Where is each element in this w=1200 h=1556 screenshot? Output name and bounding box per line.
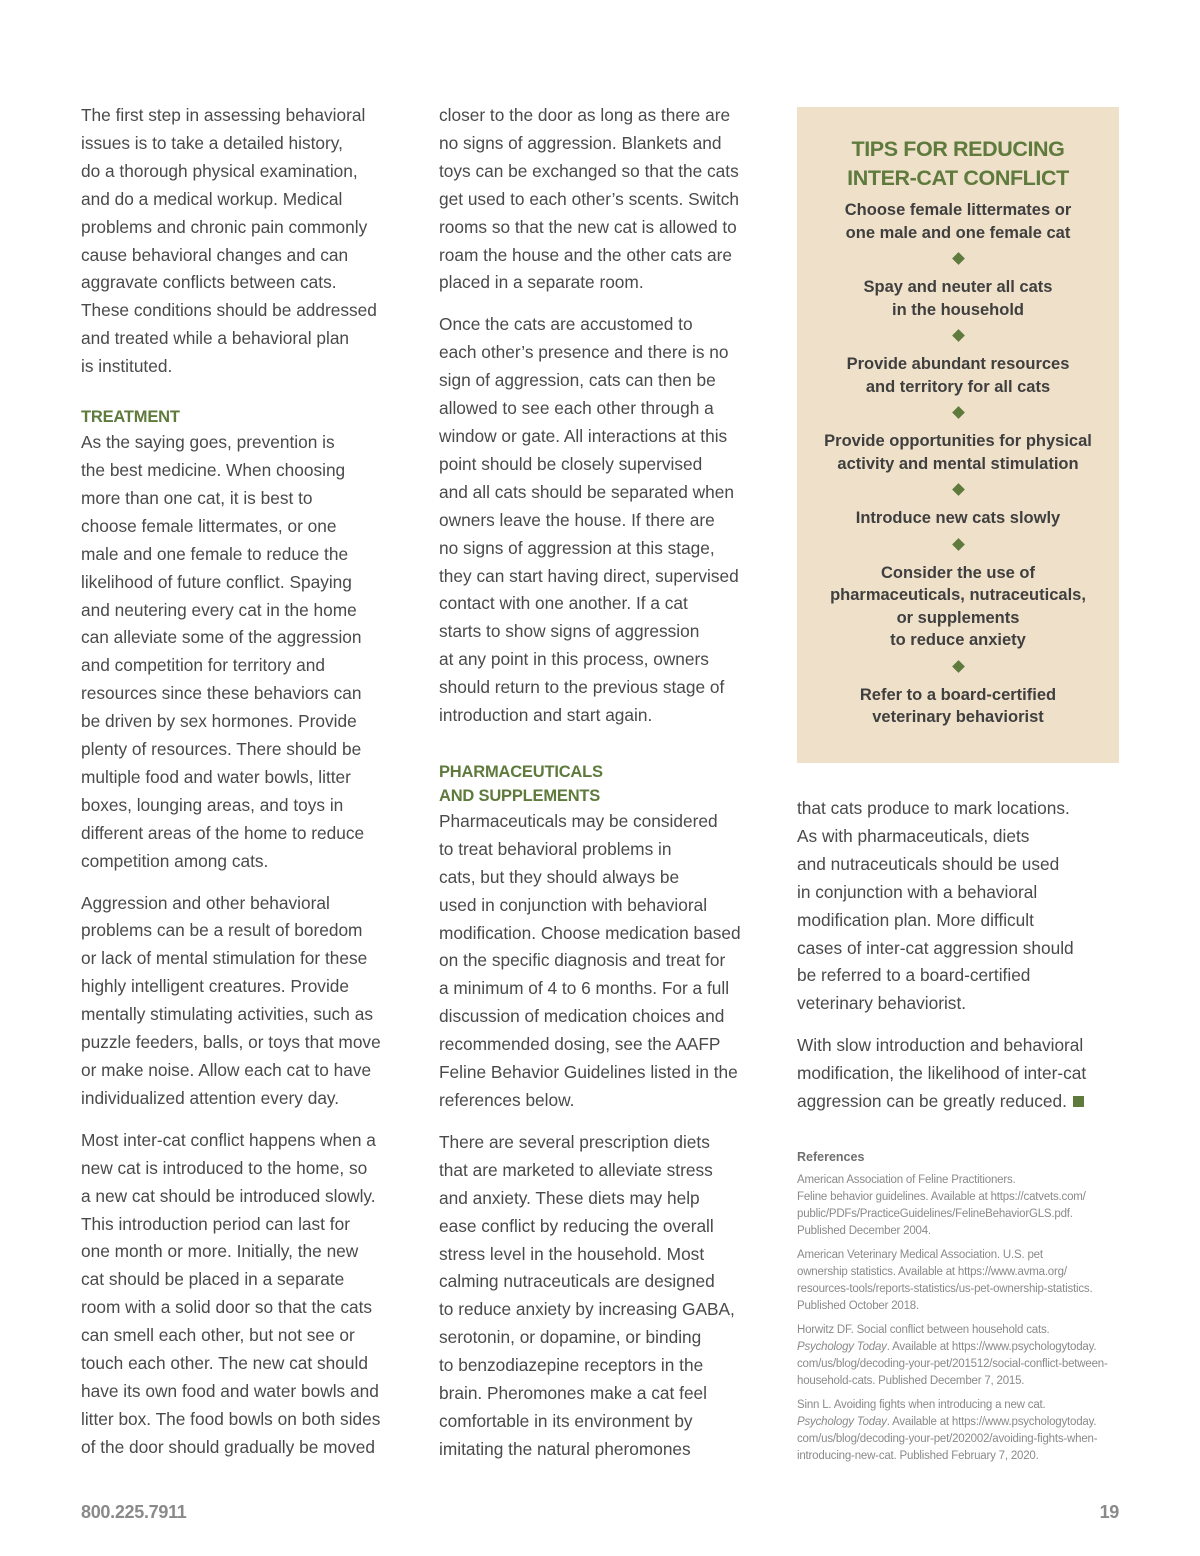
text-line: and competition for territory and — [81, 655, 325, 676]
text-line: is instituted. — [81, 356, 173, 377]
text-line: and neutering every cat in the home — [81, 599, 357, 620]
text-line: different areas of the home to reduce — [81, 822, 365, 843]
text-line: Once the cats are accustomed to — [439, 314, 693, 335]
tip-line: to reduce anxiety — [890, 631, 1026, 649]
text-line: a minimum of 4 to 6 months. For a full — [439, 978, 730, 999]
text-line: issues is to take a detailed history, — [81, 132, 343, 153]
text-line: These conditions should be addressed — [81, 300, 377, 321]
text-line: can smell each other, but not see or — [81, 1325, 355, 1346]
text-line: Pharmaceuticals may be considered — [439, 810, 718, 831]
text-line: on the specific diagnosis and treat for — [439, 950, 726, 971]
text-line: Feline Behavior Guidelines listed in the — [439, 1062, 738, 1083]
text-line: in conjunction with a behavioral — [797, 881, 1038, 902]
text-line: at any point in this process, owners — [439, 649, 709, 670]
text-line: and treated while a behavioral plan — [81, 328, 350, 349]
text-line: rooms so that the new cat is allowed to — [439, 216, 737, 237]
reference-line-rest: . Available at https://www.psychologytoday. — [886, 1415, 1097, 1428]
diamond-bullet-icon — [952, 329, 965, 342]
text-line: used in conjunction with behavioral — [439, 894, 708, 915]
text-line: more than one cat, it is best to — [81, 487, 313, 508]
text-line: resources-tools/reports-statistics/us-pet-ownership-statistics. — [797, 1282, 1093, 1295]
footer-phone-number: 800.225.7911 — [81, 1502, 187, 1522]
text-line: modification. Choose medication based — [439, 922, 741, 943]
text-line: AND SUPPLEMENTS — [439, 786, 601, 805]
tip-line: and territory for all cats — [865, 377, 1051, 396]
text-line: closer to the door as long as there are — [439, 105, 731, 125]
text-line: calming nutraceuticals are designed — [439, 1271, 715, 1292]
text-line: be referred to a board-certified — [797, 965, 1031, 986]
text-line: and all cats should be separated when — [439, 481, 734, 502]
text-line: placed in a separate room. — [439, 272, 644, 293]
text-line: introduction and start again. — [439, 705, 653, 726]
text-line: boxes, lounging areas, and toys in — [81, 794, 344, 815]
text-line: cat should be placed in a separate — [81, 1269, 345, 1290]
text-line: no signs of aggression. Blankets and — [439, 132, 722, 153]
text-line: This introduction period can last for — [81, 1213, 350, 1234]
text-line: brain. Pheromones make a cat feel — [439, 1383, 708, 1404]
text-line: Feline behavior guidelines. Available at https://catvets.com/ — [797, 1190, 1086, 1203]
conclusion-line: With slow introduction and behavioral — [797, 1035, 1084, 1056]
tip-item — [797, 276, 1119, 321]
text-line: each other’s presence and there is no — [439, 342, 729, 363]
text-line: stress level in the household. Most — [439, 1243, 705, 1264]
text-line: modification plan. More difficult — [797, 909, 1034, 930]
conclusion-paragraph-1 — [797, 795, 1119, 1018]
tip-item — [797, 353, 1119, 398]
text-line: references below. — [439, 1090, 575, 1110]
text-line: TIPS FOR REDUCING — [851, 137, 1065, 161]
page-number: 19 — [1099, 1502, 1119, 1522]
tip-line: or supplements — [896, 608, 1020, 627]
text-line: resources since these behaviors can — [81, 683, 362, 704]
text-line: and nutraceuticals should be used — [797, 853, 1060, 874]
text-line: litter box. The food bowls on both sides — [81, 1408, 381, 1429]
text-line: can alleviate some of the aggression — [81, 627, 362, 648]
text-line: American Veterinary Medical Association. U.S. pet — [797, 1248, 1043, 1261]
text-line: to treat behavioral problems in — [439, 838, 672, 859]
treatment-paragraph-3 — [81, 1127, 411, 1462]
tip-item — [797, 430, 1119, 475]
reference-4 — [797, 1397, 1119, 1465]
text-line: touch each other. The new cat should — [81, 1353, 368, 1374]
tip-line: pharmaceuticals, nutraceuticals, — [830, 586, 1086, 604]
reference-line: Sinn L. Avoiding fights when introducing a new cat. — [797, 1398, 1046, 1411]
column-1 — [81, 102, 411, 1476]
conclusion-line: modification, the likelihood of inter-cat — [797, 1063, 1087, 1084]
text-line: cats, but they should always be — [439, 866, 680, 887]
introduction-paragraph-2 — [439, 311, 769, 730]
reference-1 — [797, 1172, 1119, 1240]
text-line: or lack of mental stimulation for these — [81, 948, 368, 969]
tip-item — [797, 507, 1119, 530]
references-heading: References — [797, 1149, 865, 1164]
text-line: likelihood of future conflict. Spaying — [81, 571, 352, 592]
pharmaceuticals-paragraph-2 — [439, 1129, 769, 1464]
text-line: room with a solid door so that the cats — [81, 1297, 373, 1318]
reference-line: com/us/blog/decoding-your-pet/201512/social-conflict-between- — [797, 1357, 1108, 1370]
text-line: aggravate conflicts between cats. — [81, 272, 337, 293]
text-line: Aggression and other behavioral — [81, 892, 330, 913]
text-line: toys can be exchanged so that the cats — [439, 160, 739, 181]
text-line: The first step in assessing behavioral — [81, 105, 366, 125]
tip-line: Provide opportunities for physical — [824, 432, 1092, 450]
treatment-paragraph-1 — [81, 429, 411, 876]
text-line: and anxiety. These diets may help — [439, 1187, 700, 1208]
text-line: point should be closely supervised — [439, 453, 703, 474]
text-line: PHARMACEUTICALS — [439, 762, 603, 781]
treatment-paragraph-2 — [81, 890, 411, 1113]
conclusion-text — [797, 795, 1119, 1116]
text-line: There are several prescription diets — [439, 1131, 710, 1152]
text-line: that cats produce to mark locations. — [797, 798, 1070, 818]
tips-title — [797, 135, 1119, 193]
text-line: and do a medical workup. Medical — [81, 188, 343, 209]
text-line: ownership statistics. Available at https://www.avma.org/ — [797, 1265, 1067, 1278]
reference-2 — [797, 1247, 1119, 1315]
tip-line: Consider the use of — [880, 563, 1036, 582]
text-line: or make noise. Allow each cat to have — [81, 1060, 372, 1080]
conclusion-paragraph-2 — [797, 1032, 1119, 1116]
conclusion-line-text: aggression can be greatly reduced. — [797, 1091, 1067, 1112]
text-line: owners leave the house. If there are — [439, 509, 715, 530]
text-line: no signs of aggression at this stage, — [439, 537, 715, 558]
treatment-heading-text: TREATMENT — [81, 408, 180, 427]
text-line: recommended dosing, see the AAFP — [439, 1034, 721, 1055]
text-line: roam the house and the other cats are — [439, 244, 733, 265]
tip-line: Spay and neuter all cats — [863, 278, 1053, 296]
text-line: multiple food and water bowls, litter — [81, 766, 351, 787]
text-line: to benzodiazepine receptors in the — [439, 1355, 704, 1376]
text-line: do a thorough physical examination, — [81, 160, 358, 181]
text-line: new cat is introduced to the home, so — [81, 1157, 368, 1178]
text-line: cases of inter-cat aggression should — [797, 937, 1074, 958]
text-line: Published October 2018. — [797, 1299, 919, 1312]
journal-name: Psychology Today — [797, 1415, 887, 1428]
reference-line — [797, 1339, 1119, 1356]
tip-item — [797, 199, 1119, 244]
tip-line: one male and one female cat — [845, 223, 1071, 242]
introduction-paragraph-1 — [439, 102, 769, 297]
text-line: the best medicine. When choosing — [81, 459, 346, 480]
reference-line: introducing-new-cat. Published February 7, 2020. — [797, 1449, 1039, 1462]
tip-item — [797, 562, 1119, 652]
text-line: allowed to see each other through a — [439, 398, 714, 419]
treatment-heading — [81, 405, 411, 429]
reference-line — [797, 1414, 1119, 1431]
text-line: should return to the previous stage of — [439, 677, 725, 698]
text-line: have its own food and water bowls and — [81, 1380, 379, 1401]
text-line: American Association of Feline Practitioners. — [797, 1173, 1016, 1186]
tip-line: veterinary behaviorist — [872, 708, 1044, 726]
text-line: problems and chronic pain commonly — [81, 216, 368, 237]
text-line: As the saying goes, prevention is — [81, 432, 335, 453]
reference-line: com/us/blog/decoding-your-pet/202002/avoiding-fights-when- — [797, 1432, 1098, 1445]
text-line: to reduce anxiety by increasing GABA, — [439, 1299, 735, 1320]
text-line: As with pharmaceuticals, diets — [797, 825, 1030, 846]
pharmaceuticals-heading — [439, 760, 769, 808]
text-line: window or gate. All interactions at this — [439, 425, 728, 446]
text-line: comfortable in its environment by — [439, 1410, 693, 1431]
reference-3 — [797, 1322, 1119, 1390]
text-line: starts to show signs of aggression — [439, 621, 700, 642]
conclusion-line-last — [797, 1088, 1119, 1116]
diamond-bullet-icon — [952, 483, 965, 496]
text-line: plenty of resources. There should be — [81, 739, 362, 760]
text-line: mentally stimulating activities, such as — [81, 1004, 373, 1025]
text-line: of the door should gradually be moved — [81, 1436, 375, 1457]
text-line: sign of aggression, cats can then be — [439, 370, 716, 391]
tip-line: activity and mental stimulation — [837, 454, 1079, 473]
text-line: highly intelligent creatures. Provide — [81, 976, 350, 997]
tip-item — [797, 684, 1119, 729]
reference-line: Horwitz DF. Social conflict between household cats. — [797, 1323, 1050, 1336]
text-line: Published December 2004. — [797, 1224, 931, 1237]
diamond-bullet-icon — [952, 538, 965, 551]
tip-line: Refer to a board-certified — [859, 685, 1057, 704]
text-line: be driven by sex hormones. Provide — [81, 711, 357, 732]
text-line: choose female littermates, or one — [81, 515, 337, 536]
text-line: serotonin, or dopamine, or binding — [439, 1327, 702, 1348]
diamond-bullet-icon — [952, 406, 965, 419]
text-line: competition among cats. — [81, 850, 269, 871]
column-2 — [439, 102, 769, 1478]
tips-list — [797, 199, 1119, 729]
text-line: that are marketed to alleviate stress — [439, 1159, 713, 1180]
diamond-bullet-icon — [952, 660, 965, 673]
text-line: one month or more. Initially, the new — [81, 1241, 359, 1262]
end-square-icon — [1073, 1096, 1084, 1107]
text-line: INTER-CAT CONFLICT — [847, 166, 1069, 190]
column-3 — [797, 107, 1119, 1472]
text-line: a new cat should be introduced slowly. — [81, 1185, 376, 1206]
text-line: Most inter-cat conflict happens when a — [81, 1129, 376, 1150]
intro-paragraph — [81, 102, 411, 381]
journal-name: Psychology Today — [797, 1340, 887, 1353]
tip-line: Introduce new cats slowly — [855, 509, 1061, 527]
text-line: public/PDFs/PracticeGuidelines/FelineBehaviorGLS.pdf. — [797, 1207, 1073, 1220]
text-line: veterinary behaviorist. — [797, 993, 967, 1014]
text-line: ease conflict by reducing the overall — [439, 1215, 714, 1236]
text-line: male and one female to reduce the — [81, 543, 349, 564]
tip-line: Choose female littermates or — [844, 201, 1072, 219]
text-line: individualized attention every day. — [81, 1087, 340, 1108]
text-line: imitating the natural pheromones — [439, 1438, 691, 1459]
tip-line: Provide abundant resources — [846, 355, 1070, 373]
pharmaceuticals-paragraph-1 — [439, 808, 769, 1115]
tips-sidebar-box — [797, 107, 1119, 763]
text-line: discussion of medication choices and — [439, 1006, 725, 1027]
text-line: get used to each other’s scents. Switch — [439, 188, 740, 209]
text-line: problems can be a result of boredom — [81, 920, 363, 941]
tip-line: in the household — [892, 300, 1024, 319]
text-line: contact with one another. If a cat — [439, 593, 688, 614]
text-line: they can start having direct, supervised — [439, 565, 739, 586]
reference-line-rest: . Available at https://www.psychologytoday. — [886, 1340, 1097, 1353]
diamond-bullet-icon — [952, 252, 965, 265]
text-line: puzzle feeders, balls, or toys that move — [81, 1032, 381, 1053]
text-line: cause behavioral changes and can — [81, 244, 349, 265]
reference-line: household-cats. Published December 7, 2015. — [797, 1374, 1025, 1387]
